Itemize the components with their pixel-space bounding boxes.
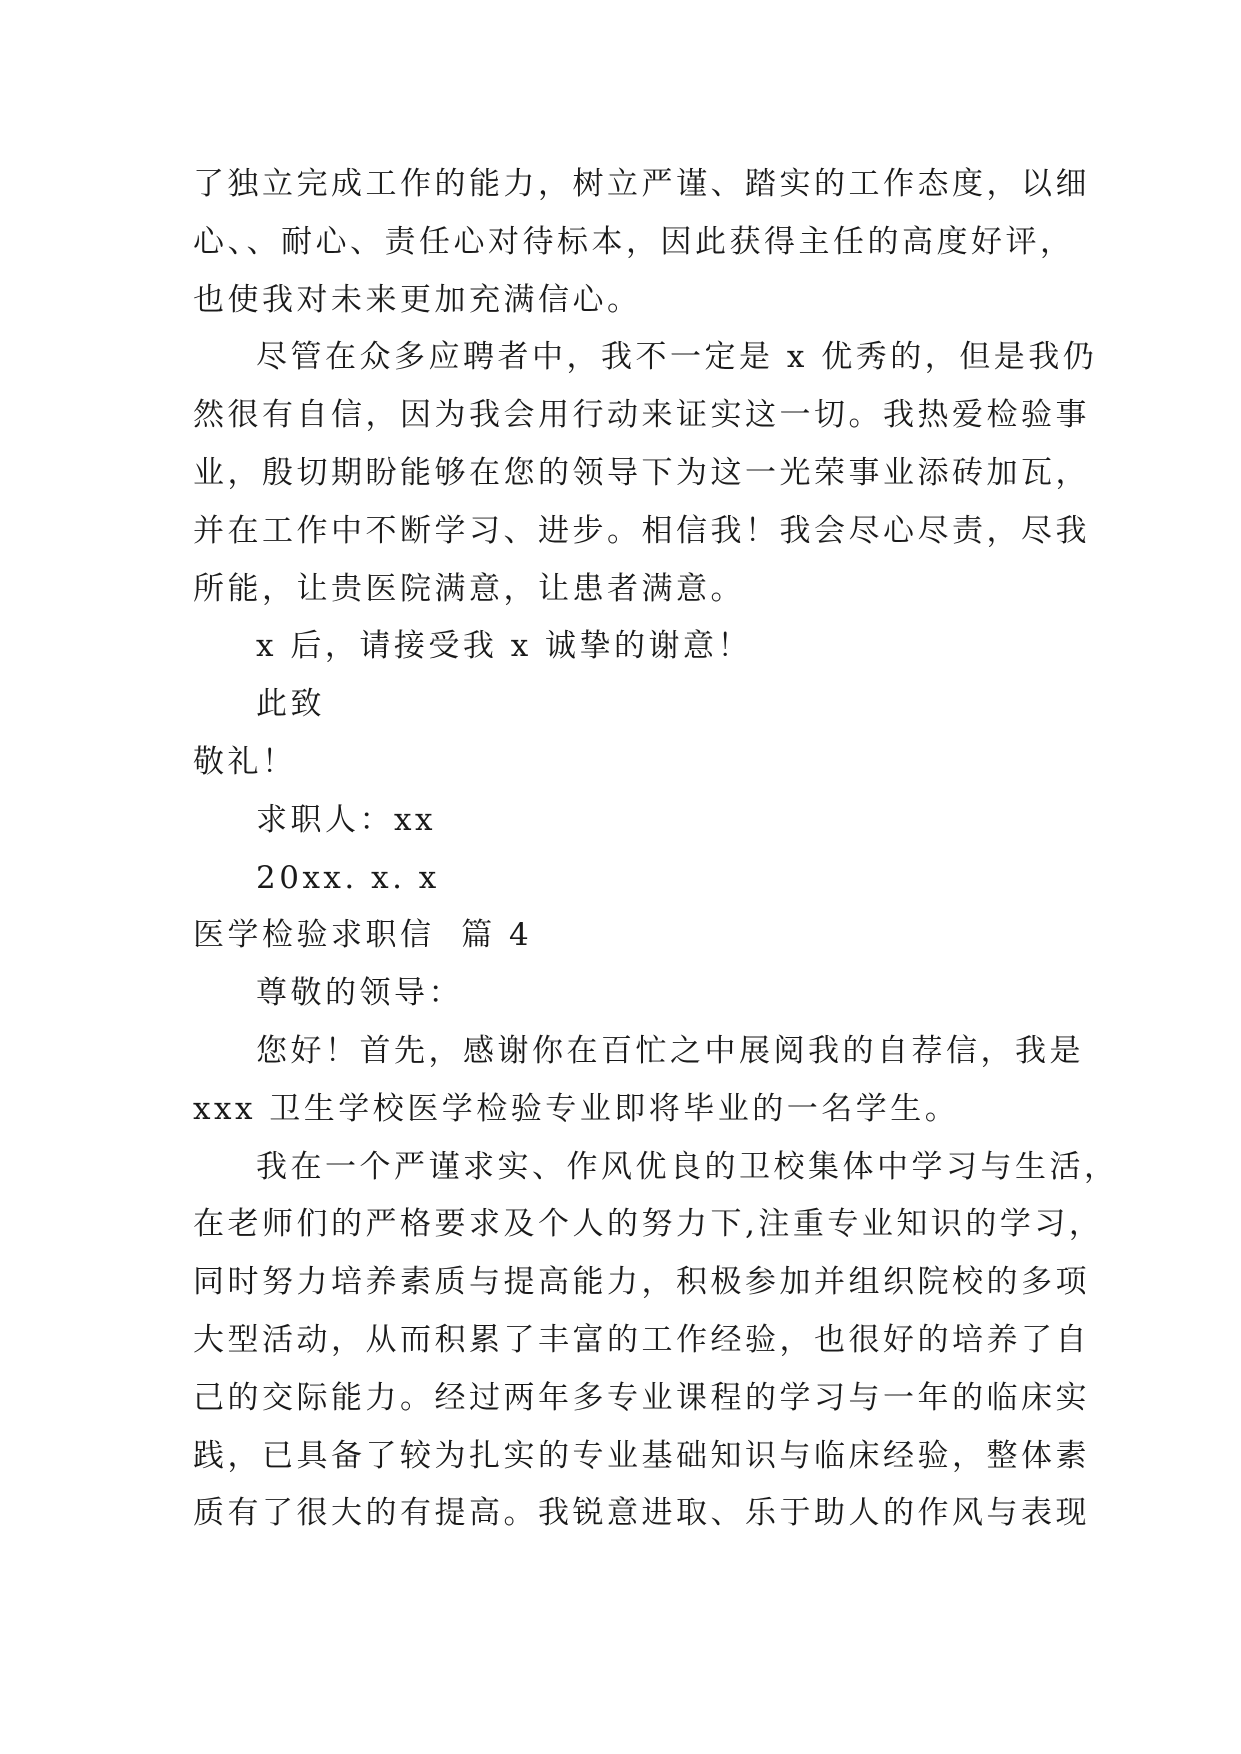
text-line-7: 并在工作中不断学习、进步。相信我！我会尽心尽责，尽我 <box>193 512 1090 549</box>
text-line-3: 也使我对未来更加充满信心。 <box>193 281 642 318</box>
text-line-2: 心、、耐心、责任心对待标本，因此获得主任的高度好评， <box>193 223 1075 260</box>
text-line-20: 同时努力培养素质与提高能力，积极参加并组织院校的多项 <box>193 1264 1090 1301</box>
letter-date: 20xx. x. x <box>256 859 440 896</box>
text-line-23: 践，已具备了较为扎实的专业基础知识与临床经验，整体素 <box>193 1437 1090 1474</box>
greeting: 尊敬的领导： <box>256 975 463 1012</box>
text-line-21: 大型活动，从而积累了丰富的工作经验，也很好的培养了自 <box>193 1321 1090 1358</box>
text-line-8: 所能，让贵医院满意，让患者满意。 <box>193 570 745 607</box>
section-heading: 医学检验求职信 篇 4 <box>193 917 533 954</box>
text-line-5: 然很有自信，因为我会用行动来证实这一切。我热爱检验事 <box>193 397 1090 434</box>
closing-salutation: 此致 <box>256 686 325 723</box>
paragraph-start-confidence: 尽管在众多应聘者中，我不一定是 x 优秀的，但是我仍 <box>256 339 1098 376</box>
paragraph-start-study: 我在一个严谨求实、作风优良的卫校集体中学习与生活， <box>256 1148 1119 1185</box>
closing-regards: 敬礼！ <box>193 743 297 780</box>
applicant-signature: 求职人：xx <box>256 801 436 838</box>
closing-thanks: x 后，请接受我 x 诚挚的谢意！ <box>256 628 753 665</box>
letter-body <box>193 156 1119 1543</box>
paragraph-start-intro: 您好！首先，感谢你在百忙之中展阅我的自荐信，我是 <box>256 1032 1084 1069</box>
text-line-22: 己的交际能力。经过两年多专业课程的学习与一年的临床实 <box>193 1379 1090 1416</box>
text-line-24: 质有了很大的有提高。我锐意进取、乐于助人的作风与表现 <box>193 1495 1090 1532</box>
text-line-19: 在老师们的严格要求及个人的努力下,注重专业知识的学习， <box>193 1206 1104 1243</box>
text-line-1: 了独立完成工作的能力，树立严谨、踏实的工作态度，以细 <box>193 166 1090 202</box>
text-line-6: 业，殷切期盼能够在您的领导下为这一光荣事业添砖加瓦， <box>193 454 1090 491</box>
text-line-17: xxx 卫生学校医学检验专业即将毕业的一名学生。 <box>193 1090 960 1127</box>
